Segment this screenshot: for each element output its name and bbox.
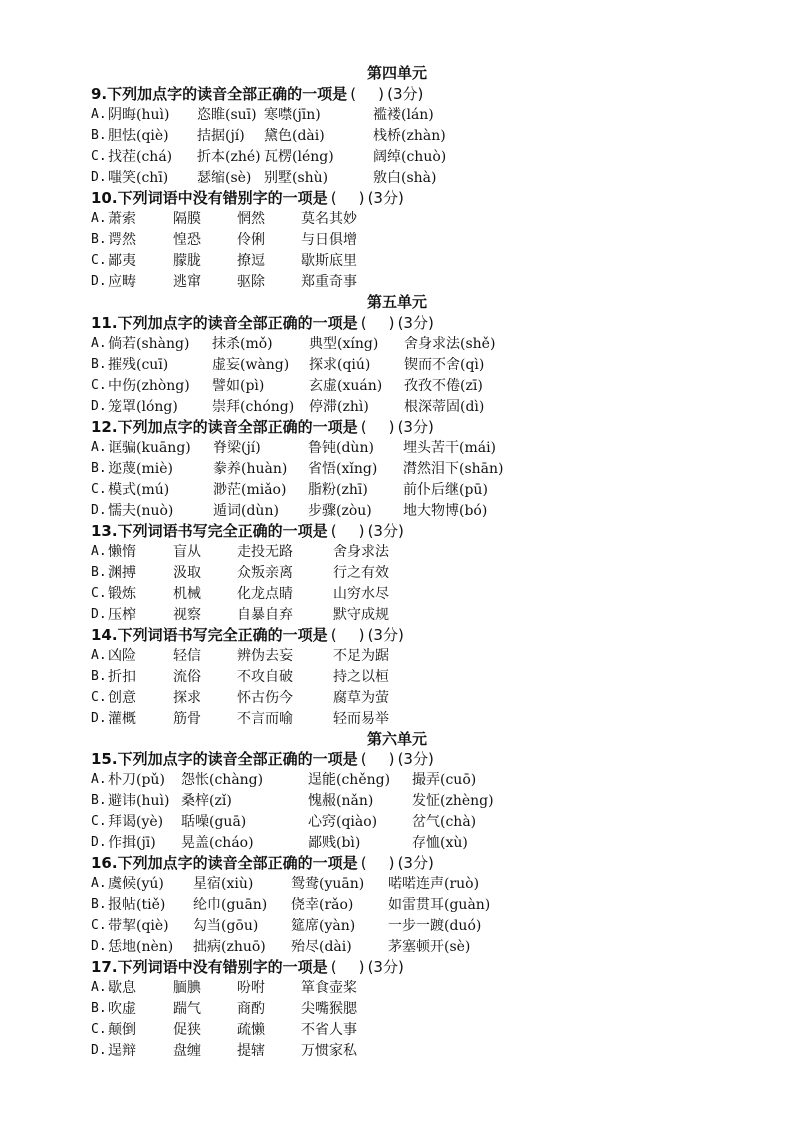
option-item: 折扣 (108, 669, 136, 685)
option-item: 笼罩(lóng) (108, 399, 178, 415)
option-row (91, 229, 531, 249)
option-item: 黛色(dài) (264, 128, 325, 144)
option-item: 促狭 (173, 1022, 201, 1038)
option-letter: A. (91, 979, 107, 995)
option-item: 舍身求法(shě) (404, 336, 496, 352)
option-item: 行之有效 (333, 565, 389, 581)
option-item: 勾当(gōu) (193, 918, 259, 934)
answer-blank: ( ) (330, 625, 365, 644)
option-item: 豢养(huàn) (213, 461, 288, 477)
option-item: 谔然 (108, 232, 136, 248)
option-row (91, 396, 531, 416)
option-item: 辨伪去妄 (237, 648, 293, 664)
option-item: 盘缠 (173, 1043, 201, 1059)
option-row (91, 666, 531, 686)
question-text: 16.下列加点字的读音全部正确的一项是 (91, 854, 358, 872)
option-letter: A. (91, 439, 107, 455)
option-item: 创意 (108, 690, 136, 706)
option-row (91, 458, 531, 478)
question-text: 9.下列加点字的读音全部正确的一项是 (91, 85, 348, 103)
option-row (91, 915, 531, 935)
question-score: (3分) (397, 314, 434, 332)
option-letter: B. (91, 356, 107, 372)
unit-title-6: 第六单元 (366, 730, 427, 748)
option-letter: C. (91, 689, 107, 705)
option-item: 鸳鸯(yuān) (291, 876, 365, 892)
option-item: 逃窜 (173, 274, 201, 290)
option-item: 走投无路 (237, 544, 293, 560)
question-text: 17.下列词语中没有错别字的一项是 (91, 958, 328, 976)
option-row (91, 104, 531, 124)
option-item: 流俗 (173, 669, 201, 685)
question-stem (91, 520, 404, 541)
question-stem (91, 624, 404, 645)
option-item: 地大物博(bó) (403, 503, 488, 519)
option-item: 中伤(zhòng) (108, 378, 190, 394)
option-row (91, 437, 531, 457)
option-row (91, 250, 531, 270)
answer-blank: ( ) (360, 749, 395, 768)
option-row (91, 208, 531, 228)
option-row (91, 708, 531, 728)
question-text: 14.下列词语书写完全正确的一项是 (91, 626, 328, 644)
answer-blank: ( ) (360, 313, 395, 332)
option-row (91, 271, 531, 291)
option-letter: A. (91, 210, 107, 226)
option-item: 岔气(chà) (412, 814, 477, 830)
option-item: 众叛亲离 (237, 565, 293, 581)
option-letter: B. (91, 460, 107, 476)
option-letter: C. (91, 585, 107, 601)
option-row (91, 811, 531, 831)
option-item: 倘若(shàng) (108, 336, 190, 352)
option-letter: D. (91, 938, 107, 954)
answer-blank: ( ) (350, 84, 384, 103)
option-letter: D. (91, 1042, 107, 1058)
option-item: 惘然 (237, 211, 265, 227)
option-item: 懦夫(nuò) (108, 503, 174, 519)
option-item: 心窍(qiào) (308, 814, 378, 830)
option-item: 敫白(shà) (373, 170, 437, 186)
option-row (91, 333, 531, 353)
option-item: 抹杀(mǒ) (212, 336, 273, 352)
option-letter: C. (91, 481, 107, 497)
option-item: 隔膜 (173, 211, 201, 227)
option-item: 持之以桓 (333, 669, 389, 685)
option-row (91, 354, 531, 374)
option-item: 避讳(huì) (108, 793, 170, 809)
question-stem (91, 852, 434, 873)
option-row (91, 604, 531, 624)
option-row (91, 998, 531, 1018)
option-letter: B. (91, 668, 107, 684)
option-item: 愧赧(nǎn) (308, 793, 374, 809)
option-row (91, 125, 531, 145)
option-item: 根深蒂固(dì) (404, 399, 485, 415)
option-letter: A. (91, 335, 107, 351)
question-score: (3分) (387, 85, 424, 103)
option-row (91, 936, 531, 956)
unit-title-4: 第四单元 (366, 64, 427, 82)
question-score: (3分) (367, 189, 404, 207)
option-item: 恣睢(suī) (197, 107, 257, 123)
option-item: 驱除 (237, 274, 265, 290)
option-item: 折本(zhé) (197, 149, 261, 165)
option-item: 怀古伤今 (237, 690, 293, 706)
option-item: 盲从 (173, 544, 201, 560)
option-item: 纶巾(guān) (193, 897, 268, 913)
option-item: 化龙点睛 (237, 586, 293, 602)
question-stem (91, 748, 434, 769)
option-item: 踹气 (173, 1001, 201, 1017)
option-letter: C. (91, 1021, 107, 1037)
answer-blank: ( ) (360, 853, 395, 872)
answer-blank: ( ) (330, 188, 365, 207)
question-stem (91, 83, 423, 104)
option-row (91, 645, 531, 665)
option-item: 舍身求法 (333, 544, 389, 560)
option-row (91, 1019, 531, 1039)
option-item: 迩蔑(miè) (108, 461, 173, 477)
option-item: 歇息 (108, 980, 136, 996)
option-item: 伶俐 (237, 232, 265, 248)
option-letter: D. (91, 834, 107, 850)
question-text: 15.下列加点字的读音全部正确的一项是 (91, 750, 358, 768)
option-item: 拜谒(yè) (108, 814, 164, 830)
option-item: 发怔(zhèng) (412, 793, 494, 809)
option-item: 阴晦(huì) (108, 107, 170, 123)
option-item: 惶恐 (173, 232, 201, 248)
option-item: 与日俱增 (301, 232, 357, 248)
option-item: 省悟(xǐng) (308, 461, 378, 477)
option-item: 聒噪(guā) (181, 814, 247, 830)
option-item: 虞候(yú) (108, 876, 164, 892)
question-stem (91, 187, 404, 208)
option-item: 诓骗(kuāng) (108, 440, 191, 456)
option-item: 渺茫(miǎo) (213, 482, 287, 498)
option-item: 鄙夷 (108, 253, 136, 269)
option-item: 存恤(xù) (412, 835, 468, 851)
answer-blank: ( ) (330, 521, 365, 540)
option-item: 不言而喻 (237, 711, 293, 727)
option-item: 玄虚(xuán) (309, 378, 383, 394)
answer-blank: ( ) (360, 417, 395, 436)
question-score: (3分) (397, 854, 434, 872)
option-item: 瑟缩(sè) (197, 170, 252, 186)
option-item: 撮弄(cuō) (412, 772, 477, 788)
question-score: (3分) (367, 626, 404, 644)
option-item: 譬如(pì) (212, 378, 265, 394)
option-item: 轻而易举 (333, 711, 389, 727)
option-item: 如雷贯耳(guàn) (388, 897, 491, 913)
option-letter: D. (91, 606, 107, 622)
option-item: 郑重奇事 (301, 274, 357, 290)
option-letter: C. (91, 917, 107, 933)
option-item: 尖嘴猴腮 (301, 1001, 357, 1017)
option-letter: D. (91, 169, 107, 185)
option-row (91, 1040, 531, 1060)
option-item: 逞辩 (108, 1043, 136, 1059)
option-row (91, 562, 531, 582)
question-text: 13.下列词语书写完全正确的一项是 (91, 522, 328, 540)
option-letter: C. (91, 148, 107, 164)
question-stem (91, 312, 434, 333)
option-item: 潸然泪下(shān) (403, 461, 504, 477)
option-item: 箪食壶桨 (301, 980, 357, 996)
option-item: 视察 (173, 607, 201, 623)
option-item: 瓦楞(léng) (264, 149, 334, 165)
option-item: 颠倒 (108, 1022, 136, 1038)
option-item: 鄙贱(bì) (308, 835, 361, 851)
option-item: 轻信 (173, 648, 201, 664)
option-item: 不攻自破 (237, 669, 293, 685)
option-letter: B. (91, 792, 107, 808)
option-item: 带挈(qiè) (108, 918, 169, 934)
option-letter: B. (91, 896, 107, 912)
option-item: 腐草为萤 (333, 690, 389, 706)
option-item: 恁地(nèn) (108, 939, 174, 955)
option-item: 摧残(cuī) (108, 357, 169, 373)
option-row (91, 769, 531, 789)
option-item: 撩逗 (237, 253, 265, 269)
option-item: 鲁钝(dùn) (308, 440, 374, 456)
option-letter: A. (91, 543, 107, 559)
option-item: 朴刀(pǔ) (108, 772, 165, 788)
option-letter: B. (91, 564, 107, 580)
option-letter: D. (91, 273, 107, 289)
option-letter: A. (91, 875, 107, 891)
question-score: (3分) (397, 750, 434, 768)
option-item: 应畴 (108, 274, 136, 290)
option-item: 崇拜(chóng) (212, 399, 295, 415)
option-item: 不足为踞 (333, 648, 389, 664)
option-letter: C. (91, 377, 107, 393)
option-row (91, 375, 531, 395)
option-item: 寒噤(jīn) (264, 107, 321, 123)
option-item: 殆尽(dài) (291, 939, 352, 955)
question-stem (91, 416, 434, 437)
option-item: 脊梁(jí) (213, 440, 261, 456)
option-item: 桑梓(zǐ) (181, 793, 232, 809)
option-item: 阔绰(chuò) (373, 149, 447, 165)
question-stem (91, 956, 404, 977)
option-item: 筵席(yàn) (291, 918, 356, 934)
question-text: 10.下列词语中没有错别字的一项是 (91, 189, 328, 207)
option-item: 模式(mú) (108, 482, 170, 498)
option-item: 拙病(zhuō) (193, 939, 266, 955)
option-item: 逞能(chěng) (308, 772, 391, 788)
option-letter: D. (91, 398, 107, 414)
option-row (91, 832, 531, 852)
option-item: 前仆后继(pū) (403, 482, 488, 498)
option-item: 探求 (173, 690, 201, 706)
option-item: 晃盖(cháo) (181, 835, 254, 851)
option-item: 懒惰 (108, 544, 136, 560)
option-item: 孜孜不倦(zī) (404, 378, 483, 394)
option-item: 褴褛(lán) (373, 107, 434, 123)
option-row (91, 541, 531, 561)
option-letter: A. (91, 647, 107, 663)
option-item: 筋骨 (173, 711, 201, 727)
option-letter: A. (91, 771, 107, 787)
option-row (91, 894, 531, 914)
option-item: 灌概 (108, 711, 136, 727)
option-item: 渊搏 (108, 565, 136, 581)
option-item: 商酌 (237, 1001, 265, 1017)
option-item: 找茬(chá) (108, 149, 173, 165)
option-item: 提辖 (237, 1043, 265, 1059)
option-item: 吹虚 (108, 1001, 136, 1017)
question-text: 12.下列加点字的读音全部正确的一项是 (91, 418, 358, 436)
answer-blank: ( ) (330, 957, 365, 976)
option-letter: B. (91, 127, 107, 143)
option-row (91, 873, 531, 893)
option-item: 默守成规 (333, 607, 389, 623)
option-item: 报帖(tiě) (108, 897, 166, 913)
option-item: 汲取 (173, 565, 201, 581)
option-item: 胆怯(qiè) (108, 128, 169, 144)
option-item: 吩咐 (237, 980, 265, 996)
option-row (91, 687, 531, 707)
option-item: 侥幸(rǎo) (291, 897, 354, 913)
question-score: (3分) (367, 958, 404, 976)
option-item: 压榨 (108, 607, 136, 623)
option-row (91, 500, 531, 520)
option-item: 喏喏连声(ruò) (388, 876, 480, 892)
option-item: 机械 (173, 586, 201, 602)
question-score: (3分) (367, 522, 404, 540)
option-item: 腼腆 (173, 980, 201, 996)
option-letter: C. (91, 252, 107, 268)
question-score: (3分) (397, 418, 434, 436)
option-item: 栈桥(zhàn) (373, 128, 446, 144)
question-text: 11.下列加点字的读音全部正确的一项是 (91, 314, 358, 332)
option-item: 万惯家私 (301, 1043, 357, 1059)
option-letter: D. (91, 710, 107, 726)
option-item: 锲而不舍(qì) (404, 357, 485, 373)
option-item: 别墅(shù) (264, 170, 329, 186)
option-item: 嗤笑(chī) (108, 170, 169, 186)
option-letter: A. (91, 106, 107, 122)
option-item: 一步一踱(duó) (388, 918, 482, 934)
option-item: 步骤(zòu) (308, 503, 372, 519)
option-row (91, 790, 531, 810)
option-letter: B. (91, 1000, 107, 1016)
option-item: 停滞(zhì) (309, 399, 369, 415)
option-item: 歇斯底里 (301, 253, 357, 269)
option-item: 山穷水尽 (333, 586, 389, 602)
option-item: 茅塞顿开(sè) (388, 939, 471, 955)
option-row (91, 977, 531, 997)
option-item: 怨怅(chàng) (181, 772, 264, 788)
option-letter: C. (91, 813, 107, 829)
option-item: 萧索 (108, 211, 136, 227)
option-item: 莫名其妙 (301, 211, 357, 227)
option-item: 遁词(dùn) (213, 503, 279, 519)
option-row (91, 479, 531, 499)
option-item: 星宿(xiù) (193, 876, 254, 892)
option-item: 朦胧 (173, 253, 201, 269)
option-letter: D. (91, 502, 107, 518)
option-item: 脂粉(zhī) (308, 482, 368, 498)
option-item: 拮据(jí) (197, 128, 245, 144)
option-row (91, 146, 531, 166)
option-letter: B. (91, 231, 107, 247)
option-item: 不省人事 (301, 1022, 357, 1038)
unit-title-5: 第五单元 (366, 293, 427, 311)
option-item: 虚妄(wàng) (212, 357, 290, 373)
option-item: 自暴自弃 (237, 607, 293, 623)
option-item: 凶险 (108, 648, 136, 664)
option-row (91, 167, 531, 187)
option-item: 探求(qiú) (309, 357, 371, 373)
option-row (91, 583, 531, 603)
option-item: 典型(xíng) (309, 336, 379, 352)
option-item: 作揖(jī) (108, 835, 156, 851)
option-item: 埋头苦干(mái) (403, 440, 497, 456)
option-item: 锻炼 (108, 586, 136, 602)
option-item: 疏懒 (237, 1022, 265, 1038)
